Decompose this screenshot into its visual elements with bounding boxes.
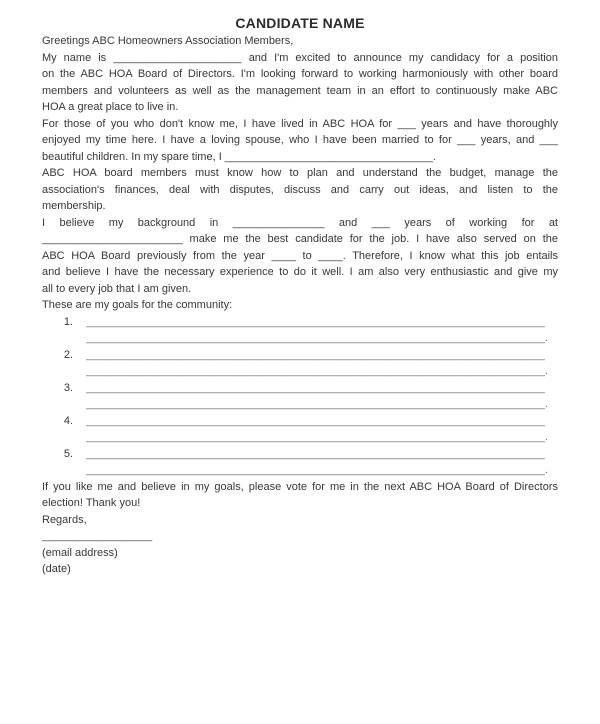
goal-number-spacer — [42, 462, 86, 479]
goal-item-1-continuation — [42, 330, 558, 347]
goal-item-3-continuation — [42, 396, 558, 413]
goals-intro-line: These are my goals for the community: — [42, 299, 233, 311]
goal-item-1 — [42, 314, 558, 331]
goal-blank-line-continuation: ___________________________________________________________________________. — [86, 431, 548, 443]
duties-line-3: membership. — [42, 200, 106, 212]
goal-item-2 — [42, 347, 558, 364]
goals-list — [42, 314, 558, 479]
goal-number: 1. — [63, 315, 73, 328]
goal-blank-line-continuation: ___________________________________________________________________________. — [86, 365, 548, 377]
letter-title: CANDIDATE NAME — [235, 15, 365, 31]
paragraph-personal — [42, 116, 558, 166]
duties-line-2: association's finances, deal with disputes, discuss and carry out ideas, and listen to the — [42, 183, 558, 196]
goal-blank-line: ___________________________________________________________________________ — [86, 447, 545, 460]
experience-line-4: and believe I have the necessary experience to do it well. I am also very enthusiastic and give my — [42, 266, 558, 278]
closing-line-2: election! Thank you! — [42, 497, 141, 509]
goal-blank-line: ___________________________________________________________________________ — [86, 315, 545, 328]
goal-number: 4. — [63, 414, 73, 427]
experience-line-5: all to every job that I am given. — [42, 282, 192, 295]
experience-line-1: I believe my background in _______________ and ___ years of working for at — [42, 216, 558, 229]
goal-blank-line-continuation: ___________________________________________________________________________. — [86, 332, 548, 344]
goal-item-2-continuation — [42, 363, 558, 380]
intro-line-1: My name is _____________________ and I'm excited to announce my candidacy for a position — [42, 51, 558, 64]
signoff-block — [42, 512, 558, 578]
personal-line-3: beautiful children. In my spare time, I __________________________________. — [42, 150, 436, 163]
experience-line-2: _______________________ make me the best candidate for the job. I have also served on the — [42, 233, 558, 245]
goal-number: 3. — [63, 381, 73, 394]
intro-line-4: HOA a great place to live in. — [42, 101, 179, 113]
email-address-label: (email address) — [42, 546, 118, 559]
goal-item-4-continuation — [42, 429, 558, 446]
intro-line-2: on the ABC HOA Board of Directors. I'm looking forward to working harmoniously with other board — [42, 68, 558, 80]
personal-line-2: enjoyed my time here. I have a loving spouse, who I have been married to for ___ years, and ___ — [42, 134, 558, 146]
date-label: (date) — [42, 563, 71, 575]
goal-blank-line: ___________________________________________________________________________ — [86, 348, 545, 361]
goal-item-5-continuation — [42, 462, 558, 479]
experience-line-3: ABC HOA Board previously from the year ____ to ____. Therefore, I know what this job entails — [42, 249, 558, 262]
goal-blank-line: ___________________________________________________________________________ — [86, 414, 545, 427]
intro-line-3: members and volunteers as well as the management team in an effort to continuously make ABC — [42, 84, 558, 97]
goal-item-5 — [42, 446, 558, 463]
goal-item-3 — [42, 380, 558, 397]
paragraph-closing — [42, 479, 558, 512]
paragraph-duties — [42, 165, 558, 215]
goal-number-spacer — [42, 363, 86, 380]
goal-item-4 — [42, 413, 558, 430]
personal-line-1: For those of you who don't know me, I have lived in ABC HOA for ___ years and have thoroughly — [42, 117, 558, 130]
goal-number-spacer — [42, 396, 86, 413]
greeting-line: Greetings ABC Homeowners Association Members, — [42, 35, 294, 47]
regards-line: Regards, — [42, 513, 87, 526]
signature-blank-line: __________________ — [42, 530, 153, 542]
paragraph-experience — [42, 215, 558, 298]
duties-line-1: ABC HOA board members must know how to plan and understand the budget, manage the — [42, 167, 558, 179]
goal-blank-line-continuation: ___________________________________________________________________________. — [86, 464, 548, 476]
paragraph-intro — [42, 50, 558, 116]
closing-line-1: If you like me and believe in my goals, please vote for me in the next ABC HOA Board of Directors — [42, 480, 558, 493]
goal-blank-line: ___________________________________________________________________________ — [86, 381, 545, 394]
goal-number: 2. — [63, 348, 73, 361]
goal-number-spacer — [42, 429, 86, 446]
goal-number-spacer — [42, 330, 86, 347]
goal-blank-line-continuation: ___________________________________________________________________________. — [86, 398, 548, 410]
letter-body — [42, 33, 558, 578]
goal-number: 5. — [63, 447, 73, 460]
